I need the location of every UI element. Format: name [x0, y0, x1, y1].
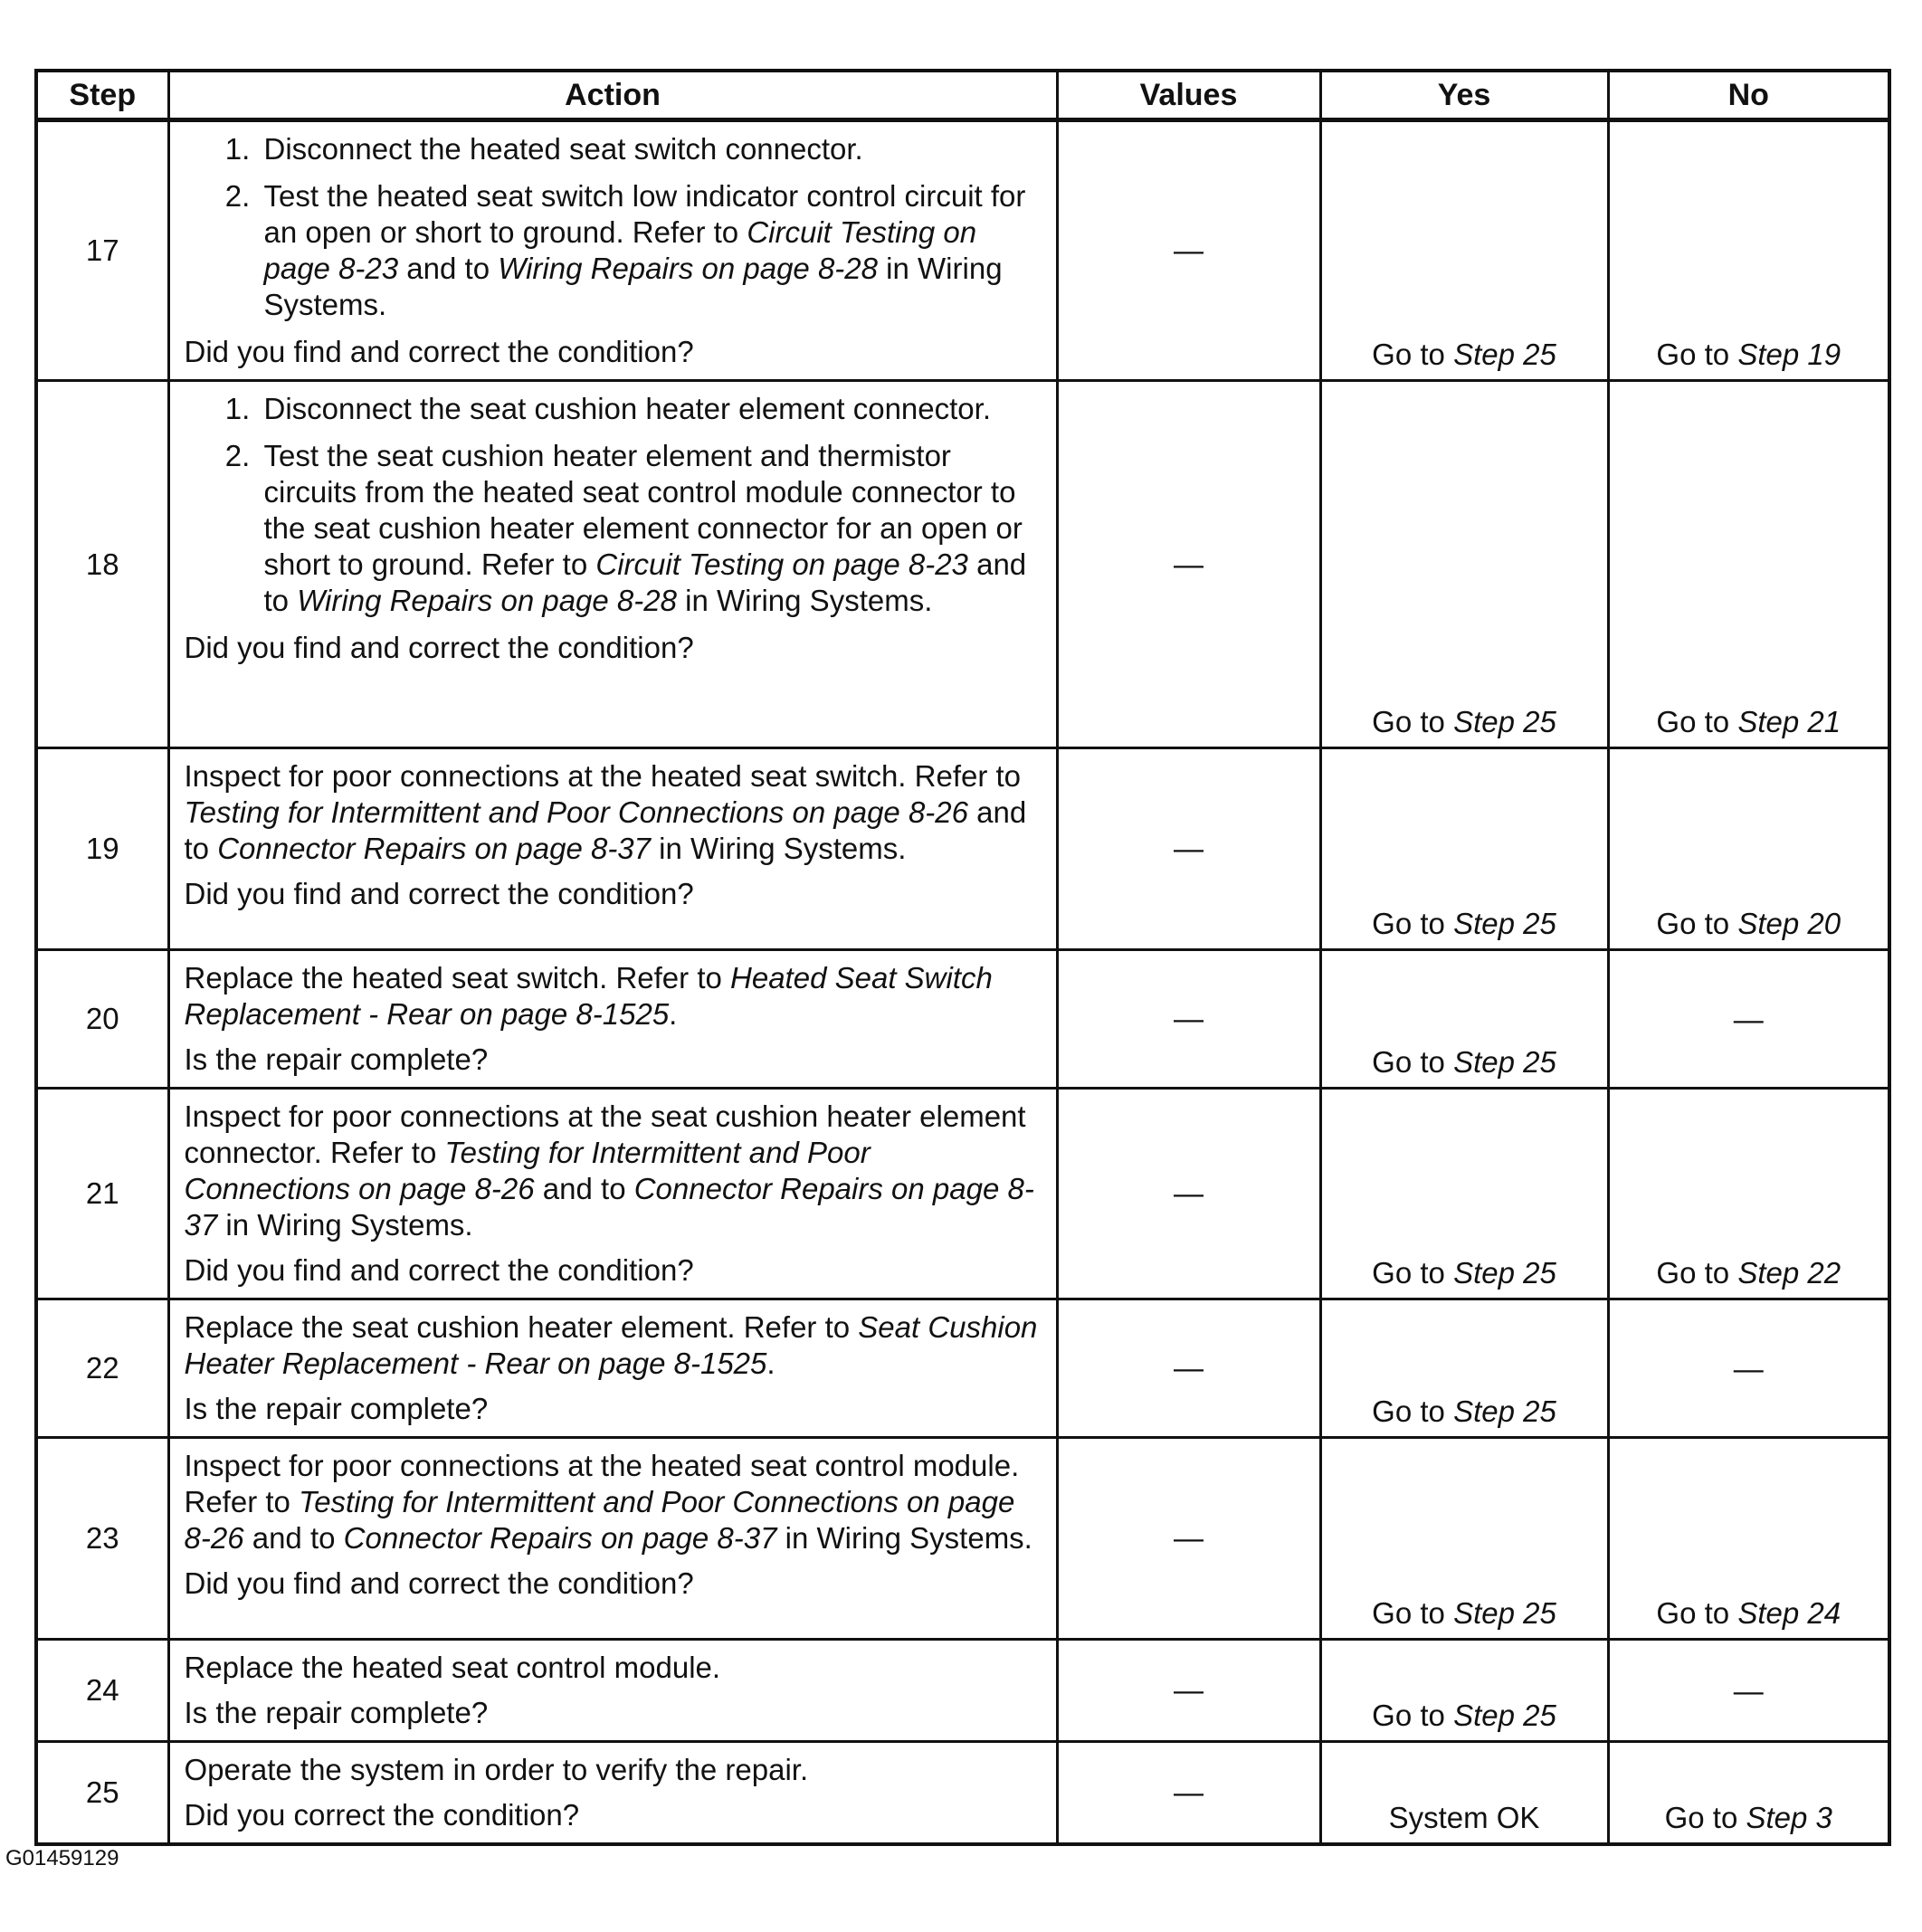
yes-cell — [1320, 1089, 1608, 1299]
table-row — [36, 1742, 1889, 1845]
step-number: 24 — [36, 1640, 168, 1742]
action-question: Did you find and correct the condition? — [184, 877, 694, 910]
action-question: Did you find and correct the condition? — [184, 1253, 694, 1287]
action-steps-list — [185, 131, 1043, 323]
reference-link-text: Wiring Repairs on page 8-28 — [498, 252, 879, 285]
values-cell: — — [1057, 120, 1320, 381]
action-cell — [168, 120, 1057, 381]
action-step-item — [259, 131, 1043, 167]
action-step-item — [259, 178, 1043, 323]
values-cell: — — [1057, 1089, 1320, 1299]
no-step-ref: Step 22 — [1737, 1256, 1841, 1290]
reference-link-text: Wiring Repairs on page 8-28 — [297, 584, 677, 617]
action-text-run: Test the heated seat switch low indicator control circuit for an open or short to ground. Refer to — [263, 179, 1026, 249]
table-row — [36, 1438, 1889, 1640]
no-cell — [1608, 1742, 1889, 1845]
no-cell — [1608, 120, 1889, 381]
reference-link-text: Circuit Testing on page 8-23 — [263, 215, 977, 285]
no-step-ref: Step 19 — [1737, 338, 1841, 371]
table-row — [36, 950, 1889, 1089]
table-row — [36, 748, 1889, 950]
yes-step-ref: Step 25 — [1453, 907, 1556, 940]
step-number: 20 — [36, 950, 168, 1089]
action-text-run: Inspect for poor connections at the heated seat control module. Refer to — [184, 1449, 1020, 1518]
action-question: Did you find and correct the condition? — [184, 335, 694, 368]
values-cell: — — [1057, 1299, 1320, 1438]
yes-step-ref: Step 25 — [1453, 705, 1556, 738]
action-text-run: in Wiring Systems. — [776, 1521, 1032, 1555]
reference-link-text: Heated Seat Switch Replacement - Rear on page 8-1525 — [184, 961, 993, 1031]
values-cell: — — [1057, 381, 1320, 748]
yes-text: Go to — [1372, 705, 1454, 738]
no-cell: — — [1608, 1299, 1889, 1438]
yes-step-ref: Step 25 — [1453, 1699, 1556, 1732]
reference-link-text: Seat Cushion Heater Replacement - Rear on page 8-1525 — [184, 1310, 1038, 1380]
step-number: 19 — [36, 748, 168, 950]
no-cell — [1608, 1438, 1889, 1640]
no-text: Go to — [1656, 338, 1738, 371]
action-steps-list — [185, 391, 1043, 619]
action-question: Did you find and correct the condition? — [184, 631, 694, 664]
yes-cell — [1320, 1438, 1608, 1640]
no-step-ref: Step 3 — [1746, 1801, 1832, 1834]
action-cell — [168, 1089, 1057, 1299]
reference-link-text: Connector Repairs on page 8-37 — [184, 1172, 1034, 1242]
yes-cell — [1320, 120, 1608, 381]
reference-link-text: Testing for Intermittent and Poor Connections on page 8-26 — [184, 1485, 1015, 1555]
action-description — [185, 960, 1043, 1033]
yes-cell — [1320, 1742, 1608, 1845]
action-text-run: and to — [263, 547, 1027, 617]
reference-link-text: Connector Repairs on page 8-37 — [343, 1521, 777, 1555]
yes-step-ref: Step 25 — [1453, 338, 1556, 371]
action-text-run: Replace the seat cushion heater element. Refer to — [184, 1310, 859, 1344]
diagnostic-table-container — [34, 69, 1888, 1846]
yes-text: Go to — [1372, 1045, 1454, 1079]
yes-text: Go to — [1372, 1256, 1454, 1290]
yes-cell — [1320, 381, 1608, 748]
action-description — [185, 1448, 1043, 1556]
action-text-run: Test the seat cushion heater element and thermistor circuits from the heated seat control module connector to the seat cushion heater element connector for an open or short to ground. Refer to — [263, 439, 1023, 581]
action-cell — [168, 1640, 1057, 1742]
yes-cell — [1320, 1299, 1608, 1438]
action-step-item — [259, 391, 1043, 427]
values-cell: — — [1057, 1640, 1320, 1742]
header-values: Values — [1057, 71, 1320, 120]
action-question: Did you correct the condition? — [184, 1798, 580, 1832]
no-cell: — — [1608, 950, 1889, 1089]
table-row — [36, 1299, 1889, 1438]
no-text: Go to — [1656, 1256, 1738, 1290]
step-number: 22 — [36, 1299, 168, 1438]
values-cell: — — [1057, 1438, 1320, 1640]
reference-link-text: Circuit Testing on page 8-23 — [595, 547, 968, 581]
step-number: 21 — [36, 1089, 168, 1299]
header-no: No — [1608, 71, 1889, 120]
action-description — [185, 1309, 1043, 1382]
action-cell — [168, 1742, 1057, 1845]
values-cell: — — [1057, 748, 1320, 950]
action-text-run: and to — [398, 252, 499, 285]
yes-step-ref: Step 25 — [1453, 1394, 1556, 1428]
yes-text: Go to — [1372, 907, 1454, 940]
table-row — [36, 1640, 1889, 1742]
action-text-run: Replace the heated seat control module. — [184, 1651, 721, 1684]
action-text-run: . — [669, 997, 678, 1031]
yes-text: Go to — [1372, 1699, 1454, 1732]
yes-step-ref: Step 25 — [1453, 1596, 1556, 1630]
yes-text: Go to — [1372, 1596, 1454, 1630]
step-number: 25 — [36, 1742, 168, 1845]
yes-step-ref: Step 25 — [1453, 1256, 1556, 1290]
reference-link-text: Connector Repairs on page 8-37 — [217, 832, 652, 865]
action-text-run: Inspect for poor connections at the seat cushion heater element connector. Refer to — [184, 1099, 1026, 1169]
action-text-run: in Wiring Systems. — [676, 584, 933, 617]
no-step-ref: Step 21 — [1737, 705, 1841, 738]
reference-link-text: Testing for Intermittent and Poor Connections on page 8-26 — [184, 1136, 871, 1205]
action-text-run: Disconnect the heated seat switch connector. — [263, 132, 863, 166]
action-question: Is the repair complete? — [184, 1696, 489, 1729]
action-question: Is the repair complete? — [184, 1392, 489, 1425]
no-text: Go to — [1656, 705, 1738, 738]
yes-cell — [1320, 950, 1608, 1089]
no-text: Go to — [1656, 1596, 1738, 1630]
action-text-run: in Wiring Systems. — [651, 832, 907, 865]
header-yes: Yes — [1320, 71, 1608, 120]
action-description — [185, 1752, 1043, 1788]
action-cell — [168, 1299, 1057, 1438]
action-text-run: and to — [184, 795, 1027, 865]
action-cell — [168, 381, 1057, 748]
no-step-ref: Step 24 — [1737, 1596, 1841, 1630]
no-text: Go to — [1656, 907, 1738, 940]
action-cell — [168, 748, 1057, 950]
action-text-run: and to — [243, 1521, 344, 1555]
values-cell: — — [1057, 1742, 1320, 1845]
action-text-run: Disconnect the seat cushion heater element connector. — [263, 392, 991, 425]
action-cell — [168, 1438, 1057, 1640]
table-row — [36, 120, 1889, 381]
figure-id: G01459129 — [5, 1846, 119, 1870]
action-description — [185, 1650, 1043, 1686]
action-text-run: and to — [534, 1172, 634, 1205]
yes-cell — [1320, 748, 1608, 950]
yes-text: Go to — [1372, 338, 1454, 371]
action-text-run: . — [766, 1347, 775, 1380]
step-number: 23 — [36, 1438, 168, 1640]
table-header-row — [36, 71, 1889, 120]
action-question: Did you find and correct the condition? — [184, 1566, 694, 1600]
step-number: 17 — [36, 120, 168, 381]
action-step-item — [259, 438, 1043, 619]
no-step-ref: Step 20 — [1737, 907, 1841, 940]
action-cell — [168, 950, 1057, 1089]
table-row — [36, 381, 1889, 748]
diagnostic-table — [34, 69, 1891, 1846]
values-cell: — — [1057, 950, 1320, 1089]
action-text-run: in Wiring Systems. — [263, 252, 1003, 321]
no-cell — [1608, 381, 1889, 748]
action-text-run: Inspect for poor connections at the heated seat switch. Refer to — [184, 759, 1022, 793]
action-description — [185, 758, 1043, 867]
no-cell — [1608, 748, 1889, 950]
action-text-run: Replace the heated seat switch. Refer to — [184, 961, 731, 995]
yes-text: Go to — [1372, 1394, 1454, 1428]
yes-step-ref: Step 25 — [1453, 1045, 1556, 1079]
no-text: Go to — [1664, 1801, 1746, 1834]
reference-link-text: Testing for Intermittent and Poor Connections on page 8-26 — [184, 795, 968, 829]
action-description — [185, 1099, 1043, 1243]
no-cell: — — [1608, 1640, 1889, 1742]
header-action: Action — [168, 71, 1057, 120]
table-row — [36, 1089, 1889, 1299]
action-text-run: Operate the system in order to verify the repair. — [184, 1753, 809, 1786]
yes-cell — [1320, 1640, 1608, 1742]
action-text-run: in Wiring Systems. — [217, 1208, 473, 1242]
action-question: Is the repair complete? — [184, 1042, 489, 1076]
header-step: Step — [36, 71, 168, 120]
no-cell — [1608, 1089, 1889, 1299]
step-number: 18 — [36, 381, 168, 748]
yes-text: System OK — [1388, 1801, 1540, 1834]
